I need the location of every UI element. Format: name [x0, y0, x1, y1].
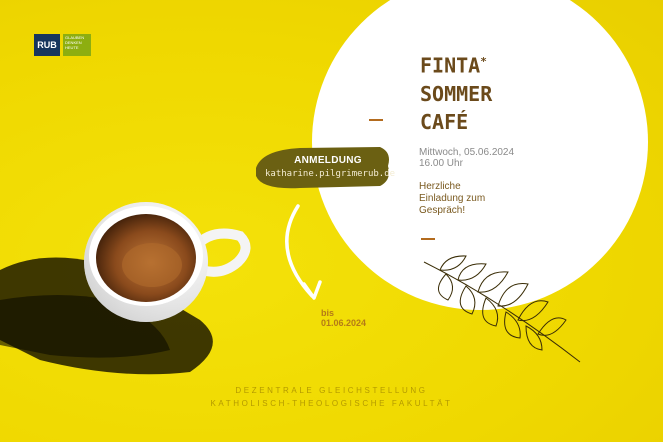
invitation-text: Herzliche Einladung zum Gespräch! — [419, 181, 486, 216]
title-line-2: SOMMER — [420, 81, 493, 106]
arrow-head-icon — [304, 282, 320, 298]
title-line-1: FINTA — [420, 53, 481, 78]
deadline-date: 01.06.2024 — [321, 318, 367, 328]
registration-deadline — [321, 308, 366, 328]
accent-dash — [421, 238, 435, 240]
rub-wordmark: RUB — [34, 34, 60, 56]
event-date-block — [419, 147, 514, 169]
accent-dash — [369, 119, 383, 121]
title-line-3: CAFÉ — [420, 109, 469, 134]
registration-email[interactable]: katharine.pilgrimerub.de — [265, 169, 396, 179]
logo-claim: GLAUBEN DENKEN HEUTE — [63, 34, 91, 56]
footer-line-2: KATHOLISCH-THEOLOGISCHE FAKULTÄT — [210, 399, 453, 408]
deadline-label: bis — [321, 308, 335, 318]
brush-stroke — [256, 147, 389, 188]
event-date: Mittwoch, 05.06.2024 — [419, 147, 515, 158]
title-asterisk: * — [480, 55, 487, 68]
event-title — [420, 48, 492, 136]
leaf-icon — [424, 256, 580, 362]
event-time: 16.00 Uhr — [419, 158, 463, 169]
footer-line-1: DEZENTRALE GLEICHSTELLUNG — [235, 386, 428, 395]
registration-label: ANMELDUNG — [294, 155, 362, 166]
